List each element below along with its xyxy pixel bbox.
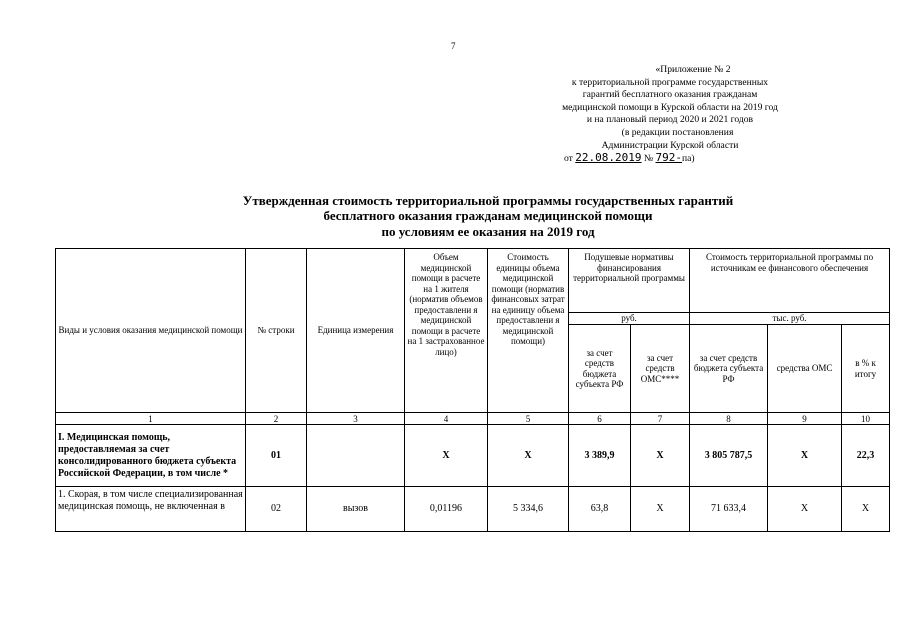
header-oms-rub: за счет средств ОМС****	[631, 325, 690, 413]
decree-date: 22.08.2019	[575, 151, 642, 165]
header-oms-thous: средства ОМС	[768, 325, 842, 413]
decree-reference	[520, 152, 820, 166]
column-number: 4	[405, 413, 488, 425]
row-volume: 0,01196	[405, 487, 488, 532]
row-name: I. Медицинская помощь, предоставляемая за счет консолидированного бюджета субъекта Российской Федерации, в том числе *	[56, 425, 246, 487]
row-budget-rub: 3 389,9	[569, 425, 631, 487]
column-number: 6	[569, 413, 631, 425]
header-volume: Объем медицинской помощи в расчете на 1 жителя (норматив объемов предоставлени я медицинской помощи в расчете на 1 застрахованное лицо)	[405, 249, 488, 413]
appendix-line: (в редакции постановления	[621, 126, 734, 138]
decree-number: 792-	[655, 151, 682, 165]
column-numbers-row	[56, 413, 890, 425]
column-number: 3	[307, 413, 405, 425]
header-budget-thous: за счет средств бюджета субъекта РФ	[690, 325, 768, 413]
from-label: от	[564, 153, 573, 165]
header-budget-rub: за счет средств бюджета субъекта РФ	[569, 325, 631, 413]
row-budget-thous: 3 805 787,5	[690, 425, 768, 487]
appendix-line: к территориальной программе государственных	[571, 76, 769, 88]
appendix-title: «Приложение № 2	[655, 64, 731, 75]
row-unit-cost: Х	[488, 425, 569, 487]
row-oms-rub: Х	[631, 425, 690, 487]
row-volume: Х	[405, 425, 488, 487]
row-oms-rub: Х	[631, 487, 690, 532]
column-number: 9	[768, 413, 842, 425]
title-line: по условиям ее оказания на 2019 год	[381, 223, 595, 239]
row-oms-thous: Х	[768, 487, 842, 532]
row-line-number: 02	[246, 487, 307, 532]
table-row	[56, 425, 890, 487]
row-oms-thous: Х	[768, 425, 842, 487]
header-kinds-conditions: Виды и условия оказания медицинской помощи	[56, 249, 246, 413]
row-unit	[307, 425, 405, 487]
row-unit: вызов	[307, 487, 405, 532]
header-unit-thous-rub: тыс. руб.	[690, 313, 890, 325]
page-number: 7	[451, 41, 456, 51]
header-program-cost-group: Стоимость территориальной программы по источникам ее финансового обеспечения	[690, 249, 890, 313]
appendix-line: Администрации Курской области	[601, 139, 739, 151]
column-number: 8	[690, 413, 768, 425]
table-row	[56, 487, 890, 532]
row-budget-rub: 63,8	[569, 487, 631, 532]
appendix-line: и на плановый период 2020 и 2021 годов	[586, 114, 754, 126]
header-unit: Единица измерения	[307, 249, 405, 413]
row-line-number: 01	[246, 425, 307, 487]
column-number: 2	[246, 413, 307, 425]
header-percent: в % к итогу	[842, 325, 890, 413]
document-title	[178, 193, 798, 239]
header-per-capita-group: Подушевые нормативы финансирования территориальной программы	[569, 249, 690, 313]
title-line: Утвержденная стоимость территориальной программы государственных гарантий	[242, 193, 734, 208]
number-label: №	[643, 153, 654, 165]
column-number: 10	[842, 413, 890, 425]
column-number: 7	[631, 413, 690, 425]
column-number: 1	[56, 413, 246, 425]
row-percent: 22,3	[842, 425, 890, 487]
decree-suffix: па)	[681, 153, 695, 165]
appendix-line: медицинской помощи в Курской области на 2019 год	[562, 101, 778, 113]
row-name: 1. Скорая, в том числе специализированная медицинская помощь, не включенная в	[56, 487, 246, 532]
title-line: бесплатного оказания гражданам медицинской помощи	[323, 208, 653, 224]
row-percent: Х	[842, 487, 890, 532]
header-unit-rub: руб.	[569, 313, 690, 325]
row-budget-thous: 71 633,4	[690, 487, 768, 532]
row-unit-cost: 5 334,6	[488, 487, 569, 532]
header-unit-cost: Стоимость единицы объема медицинской помощи (норматив финансовых затрат на единицу объема предоставлени я медицинской помощи)	[488, 249, 569, 413]
column-number: 5	[488, 413, 569, 425]
cost-table	[55, 248, 890, 532]
header-line-number: № строки	[246, 249, 307, 413]
appendix-line: гарантий бесплатного оказания гражданам	[582, 89, 758, 101]
appendix-header	[520, 64, 820, 166]
